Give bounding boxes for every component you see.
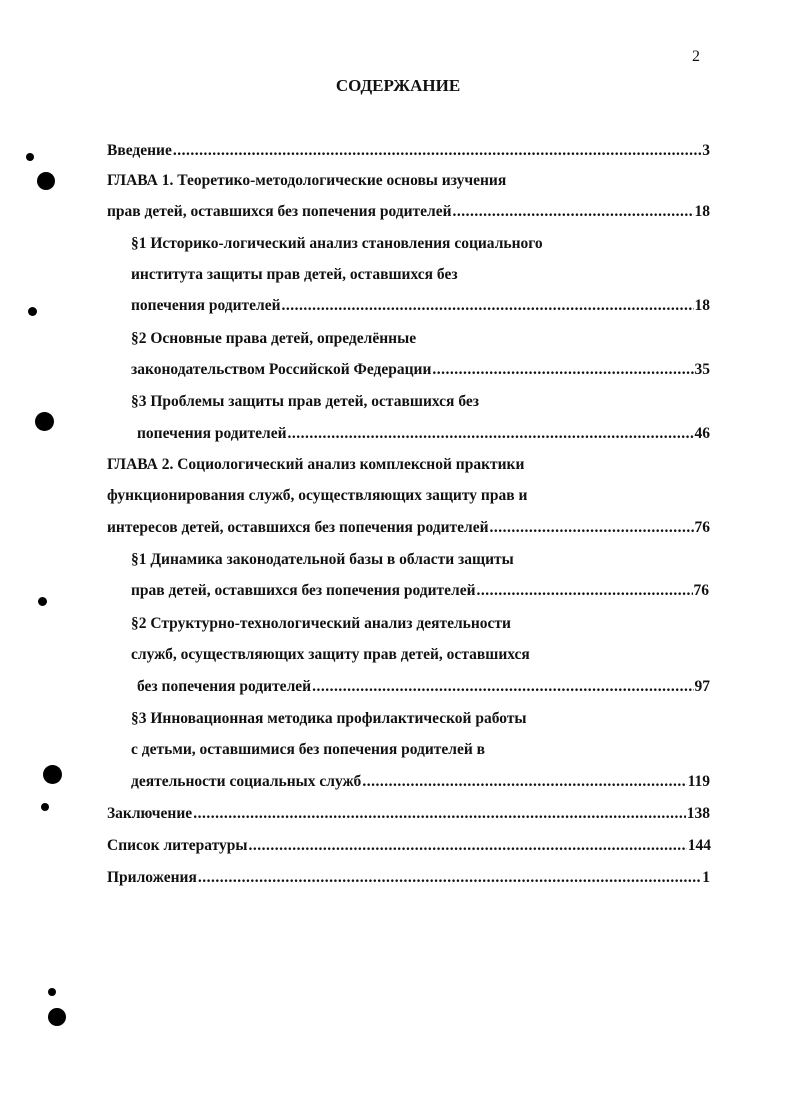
punch-hole-mark	[43, 765, 62, 784]
punch-hole-mark	[48, 1008, 66, 1026]
toc-ch2-s2-line2: служб, осуществляющих защиту прав детей, оставшихся	[131, 646, 530, 663]
toc-entry-text: Заключение	[107, 805, 193, 822]
toc-ch1-s2-line2	[131, 361, 710, 383]
toc-ch2-s1-line1: §1 Динамика законодательной базы в области защиты	[131, 551, 514, 568]
toc-leader-dots	[312, 678, 693, 696]
page-number: 2	[692, 48, 700, 65]
toc-ch2-s1-line2	[131, 582, 709, 604]
toc-entry-intro	[107, 142, 710, 164]
toc-page-number: 18	[694, 297, 710, 314]
toc-ch2-s3-line3	[131, 773, 710, 795]
toc-entry-text: деятельности социальных служб	[131, 773, 362, 790]
toc-entry-text: попечения родителей	[131, 297, 281, 314]
toc-title: СОДЕРЖАНИЕ	[335, 76, 461, 95]
punch-hole-mark	[35, 412, 54, 431]
toc-entry-conclusion	[107, 805, 710, 827]
toc-leader-dots	[288, 425, 694, 443]
toc-entry-text: без попечения родителей	[137, 678, 312, 695]
toc-page-number: 119	[687, 773, 710, 790]
toc-page-number: 76	[693, 582, 709, 599]
toc-leader-dots	[477, 582, 693, 600]
toc-leader-dots	[173, 142, 701, 160]
toc-entry-text: Введение	[107, 142, 172, 159]
toc-page-number: 144	[687, 837, 711, 854]
toc-ch1-s3-line2	[137, 425, 710, 447]
toc-page-number: 35	[694, 361, 710, 378]
toc-entry-text: попечения родителей	[137, 425, 287, 442]
toc-leader-dots	[248, 837, 686, 855]
toc-page-number: 18	[694, 203, 710, 220]
toc-chapter2-line3	[107, 519, 710, 541]
toc-entry-literature	[107, 837, 711, 859]
punch-hole-mark	[37, 172, 55, 190]
punch-hole-mark	[41, 803, 49, 811]
toc-ch2-s2-line3	[137, 678, 710, 700]
punch-hole-mark	[48, 988, 56, 996]
toc-ch2-s3-line2: с детьми, оставшимися без попечения родителей в	[131, 741, 486, 758]
toc-entry-text: Приложения	[107, 869, 197, 886]
toc-leader-dots	[490, 519, 694, 537]
toc-leader-dots	[198, 869, 701, 887]
toc-page-number: 3	[702, 142, 710, 159]
toc-entry-text: интересов детей, оставшихся без попечения родителей	[107, 519, 489, 536]
toc-leader-dots	[193, 805, 686, 823]
toc-leader-dots	[362, 773, 686, 791]
toc-entry-appendix	[107, 869, 710, 891]
toc-leader-dots	[432, 361, 693, 379]
toc-ch1-s2-line1: §2 Основные права детей, определённые	[131, 330, 417, 347]
punch-hole-mark	[26, 153, 34, 161]
toc-entry-text: Список литературы	[107, 837, 248, 854]
toc-entry-text: законодательством Российской Федерации	[131, 361, 432, 378]
toc-page-number: 76	[694, 519, 710, 536]
toc-chapter2-line2: функционирования служб, осуществляющих защиту прав и	[107, 487, 528, 504]
toc-ch1-s1-line3	[131, 297, 710, 319]
toc-entry-text: прав детей, оставшихся без попечения родителей	[131, 582, 476, 599]
toc-ch1-s1-line1: §1 Историко-логический анализ становления социального	[131, 235, 543, 252]
toc-ch2-s3-line1: §3 Инновационная методика профилактической работы	[131, 710, 527, 727]
toc-page-number: 46	[694, 425, 710, 442]
punch-hole-mark	[28, 307, 37, 316]
toc-entry-text: прав детей, оставшихся без попечения родителей	[107, 203, 452, 220]
toc-page-number: 1	[702, 869, 710, 886]
toc-page-number: 97	[694, 678, 710, 695]
toc-leader-dots	[282, 297, 694, 315]
toc-page-number: 138	[686, 805, 710, 822]
toc-chapter2-line1: ГЛАВА 2. Социологический анализ комплексной практики	[107, 456, 525, 473]
punch-hole-mark	[38, 597, 47, 606]
toc-chapter1-line2	[107, 203, 710, 225]
toc-ch2-s2-line1: §2 Структурно-технологический анализ деятельности	[131, 615, 511, 632]
toc-ch1-s3-line1: §3 Проблемы защиты прав детей, оставшихся без	[131, 393, 479, 410]
toc-leader-dots	[453, 203, 694, 221]
toc-chapter1-line1: ГЛАВА 1. Теоретико-методологические основы изучения	[107, 172, 507, 189]
toc-ch1-s1-line2: института защиты прав детей, оставшихся без	[131, 266, 458, 283]
